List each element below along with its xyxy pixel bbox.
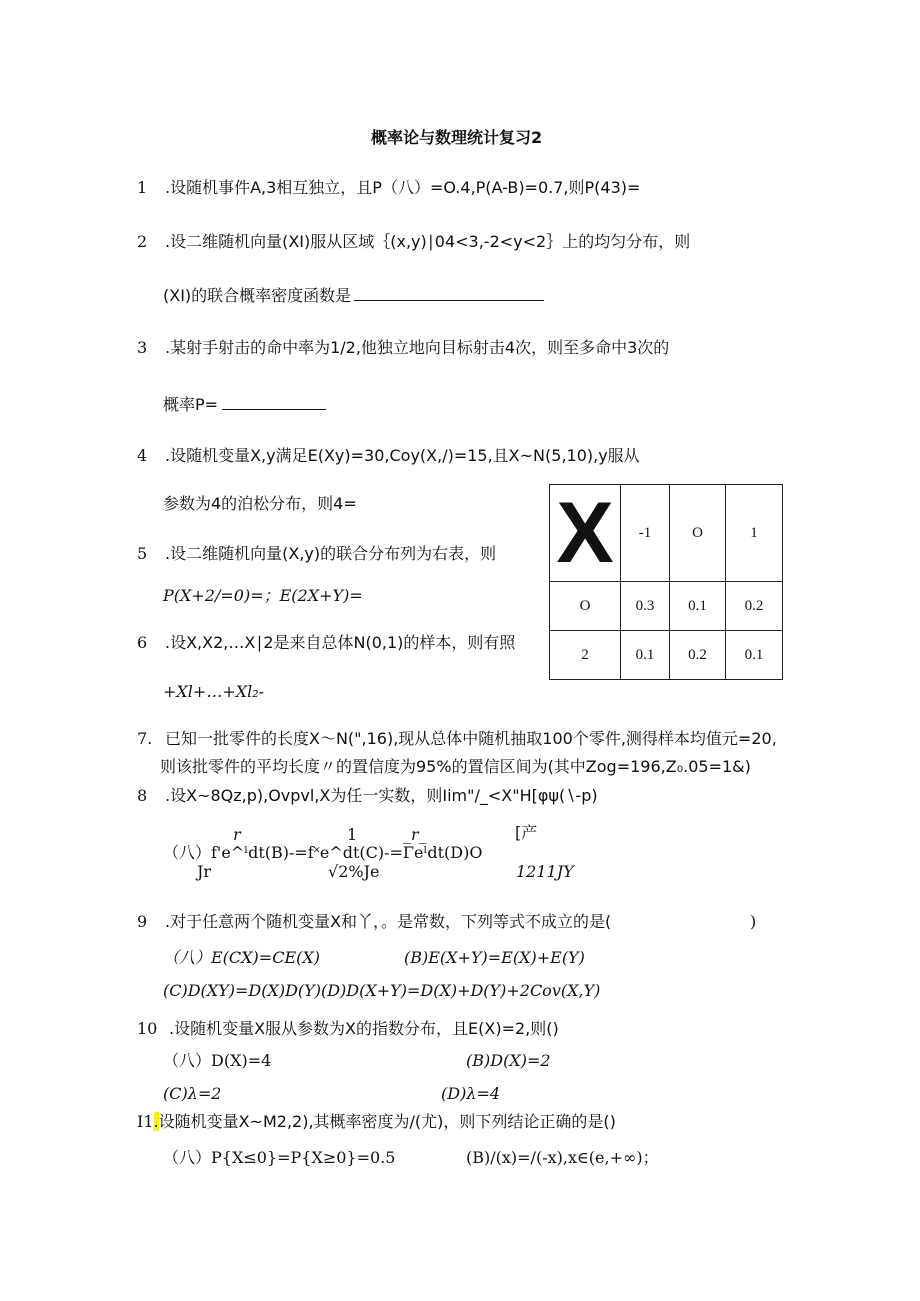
option-b: (B)E(X+Y)=E(X)+E(Y) (404, 948, 585, 967)
question-text: .设随机变量X服从参数为X的指数分布，且E(X)=2,则() (169, 1019, 559, 1038)
option-b: (B)D(X)=2 (466, 1051, 551, 1070)
question-10 (137, 1019, 559, 1039)
option-a: （八）E(CX)=CE(X) (163, 948, 321, 967)
option-d: (D)λ=4 (441, 1084, 501, 1103)
option-c: (C)λ=2 (163, 1084, 222, 1103)
q8-fragment: Jr (197, 862, 212, 881)
option-c-d: (C)D(XY)=D(X)D(Y)(D)D(X+Y)=D(X)+D(Y)+2Cov(X,Y) (163, 981, 601, 1000)
question-number: 10 (137, 1019, 158, 1038)
question-5 (137, 544, 496, 564)
table-cell: 0.1 (670, 582, 726, 631)
question-11 (137, 1112, 616, 1132)
question-text: .某射手射击的命中率为1/2,他独立地向目标射击4次，则至多命中3次的 (165, 338, 670, 357)
table-header-cell: -1 (621, 485, 670, 582)
table-header-cell: O (670, 485, 726, 582)
question-9 (137, 912, 611, 932)
table-row-label: O (550, 582, 621, 631)
question-text: .设二维随机向量(X,y)的联合分布列为右表，则 (165, 544, 497, 563)
q8-options-line: （八）f'e^ˡdt(B)-=f˟e^dt(C)-=Γeˡdt(D)O (163, 843, 483, 862)
question-text: (XI)的联合概率密度函数是 (163, 286, 352, 305)
question-number: 6 (137, 633, 148, 652)
question-text: 概率P= (163, 395, 219, 414)
option-b: (B)/(x)=/(-x),x∈(e,+∞)； (466, 1148, 659, 1167)
option-a: （八）D(X)=4 (163, 1051, 272, 1070)
table-cell: 0.2 (726, 582, 783, 631)
question-3-line2 (163, 395, 326, 415)
question-5-line2: P(X+2/=0)=；E(2X+Y)= (163, 586, 363, 605)
question-number: 4 (137, 446, 148, 465)
joint-distribution-table (549, 484, 783, 680)
question-text: .设随机变量X,y满足E(Xy)=30,Coy(X,/)=15,且X~N(5,10),y服从 (165, 446, 640, 465)
question-text: .设X~8Qz,p),Ovpvl,X为任一实数，则Iim"/_<X"H[φψ(∖-p) (165, 786, 598, 805)
table-row-label: 2 (550, 631, 621, 680)
table-header-row (550, 485, 783, 582)
question-7 (137, 729, 777, 749)
highlight-mark: . (153, 1112, 159, 1131)
table-cell: 0.1 (621, 631, 670, 680)
question-number: I1 (137, 1112, 154, 1131)
table-row (550, 582, 783, 631)
table-corner-cell (550, 485, 621, 582)
question-text: .对于任意两个随机变量X和丫，。是常数，下列等式不成立的是( (165, 912, 612, 931)
question-8 (137, 786, 598, 806)
table-cell: 0.1 (726, 631, 783, 680)
q8-fragment: 1 (347, 825, 358, 844)
table-cell: 0.2 (670, 631, 726, 680)
question-4 (137, 446, 640, 466)
question-9-close: ) (750, 912, 757, 931)
question-number: 9 (137, 912, 148, 931)
question-2-line2 (163, 286, 544, 306)
question-number: 3 (137, 338, 148, 357)
question-text: .设随机事件A,3相互独立，且P（八）=O.4,P(A-B)=0.7,则P(43)= (165, 178, 641, 197)
page-title: 概率论与数理统计复习2 (371, 128, 543, 147)
question-7-line2: 则该批零件的平均长度〃的置信度为95%的置信区间为(其中Zog=196,Z₀.05=1&) (160, 757, 751, 776)
question-number: 5 (137, 544, 148, 563)
table-cell: 0.3 (621, 582, 670, 631)
q8-fragment: r (233, 825, 241, 844)
question-3 (137, 338, 669, 358)
question-number: 2 (137, 232, 148, 251)
q8-fragment: _r_ (403, 825, 427, 844)
question-number: 1 (137, 178, 148, 197)
question-number: 7. (137, 729, 153, 748)
answer-blank (222, 395, 326, 410)
table-header-cell: 1 (726, 485, 783, 582)
q8-fragment: [产 (515, 823, 538, 842)
question-2 (137, 232, 690, 252)
q8-fragment: 1211JY (516, 862, 574, 881)
question-text: 设随机变量X~M2,2),其概率密度为/(尤)，则下列结论正确的是() (158, 1112, 616, 1131)
option-a: （八）P{X≤0}=P{X≥0}=0.5 (163, 1148, 396, 1167)
question-6-line2: +Xl+…+Xl₂- (163, 682, 265, 701)
question-text: .设二维随机向量(XI)服从区域｛(x,y)∣04<3,-2<y<2｝上的均匀分布，则 (165, 232, 691, 251)
question-1 (137, 178, 640, 198)
table-row (550, 631, 783, 680)
question-text: .设X,X2,…X∣2是来自总体N(0,1)的样本，则有照 (165, 633, 516, 652)
answer-blank (354, 286, 544, 301)
question-6 (137, 633, 515, 653)
question-4-line2: 参数为4的泊松分布，则4= (163, 494, 357, 513)
q8-fragment: √2%Je (328, 862, 380, 881)
table-corner-label: X (556, 485, 614, 581)
question-number: 8 (137, 786, 148, 805)
question-text: 已知一批零件的长度X～N(",16),现从总体中随机抽取100个零件,测得样本均值元=20, (165, 729, 777, 748)
